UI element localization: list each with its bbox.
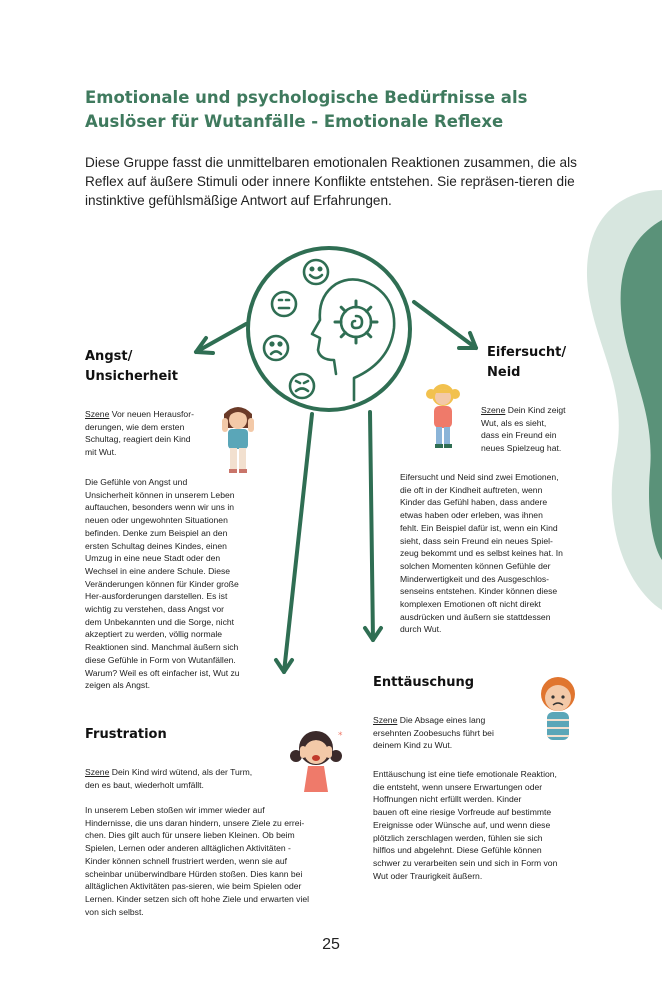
neutral-face-icon	[272, 292, 296, 316]
body-eifersucht: Eifersucht und Neid sind zwei Emotionen, die oft in der Kindheit auftreten, wenn Kinder das Gefühl haben, dass andere etwas haben oder erleben, was ihnen fehlt. Ein Beispiel dafür ist, wenn ein Kind sieht, dass sein Freund ein neues Spiel- zeug bekommt und es selbst keines hat. In solchen Momenten können Gefühle der Minderwertigkeit und des Ausgeschlos- senseins entstehen. Kinder können diese komplexen Emotionen oft nicht direkt ausdrücken und äußern sie stattdessen durch Wut.	[400, 472, 563, 635]
section-title-angst: Angst/ Unsicherheit	[85, 349, 178, 384]
sad-face-icon	[264, 336, 288, 360]
scene-label: Szene	[373, 715, 398, 725]
section-title-frustration: Frustration	[85, 727, 167, 742]
svg-text:*: *	[338, 731, 343, 741]
scene-angst: Szene Vor neuen Herausfor- derungen, wie dem ersten Schultag, reagiert dein Kind mit Wut.	[85, 409, 194, 458]
body-angst: Die Gefühle von Angst und Unsicherheit können in unserem Leben auftauchen, besonders wenn wir uns in neuen oder ungewohnten Situationen befinden. Denke zum Beispiel an den ersten Schultag deines Kindes, einen Umzug in eine neue Stadt oder den Wechsel in eine andere Schule. Diese Veränderungen können für Kinder große Her-ausforderungen darstellen. Es ist wichtig zu verstehen, dass Angst vor dem Unbekannten und die Sorge, nicht akzeptiert zu werden, völlig normale Reaktionen sind. Manchmal äußern sich diese Gefühle in Form von Wutanfällen. Warum? Weil es oft einfacher ist, Wut zu zeigen als Angst.	[85, 477, 240, 691]
section-title-eifersucht: Eifersucht/ Neid	[487, 345, 567, 380]
body-enttaeuschung: Enttäuschung ist eine tiefe emotionale Reaktion, die entsteht, wenn unsere Erwartungen oder Hoffnungen nicht erfüllt werden. Kinder bauen oft eine riesige Vorfreude auf bestimmte Ereignisse oder Wünsche auf, und wenn diese plötzlich zerschlagen werden, fühlen sie sich hilflos und abgelehnt. Diese Gefühle können schwer zu verarbeiten sein und sich in Form von Wut oder Traurigkeit äußern.	[373, 769, 558, 881]
scene-eifersucht: Szene Dein Kind zeigt Wut, als es sieht, dass ein Freund ein neues Spielzeug hat.	[481, 405, 566, 454]
happy-face-icon	[304, 260, 328, 284]
intro-paragraph: Diese Gruppe fasst die unmittelbaren emotionalen Reaktionen zusammen, die als Reflex auf äußere Stimuli oder innere Konflikte entstehen. Sie repräsen-tieren die instinktive gefühlsmäßige Antwort auf Erfahrungen.	[85, 155, 577, 208]
section-title-enttaeuschung: Enttäuschung	[373, 675, 475, 690]
scene-label: Szene	[85, 767, 110, 777]
scene-enttaeuschung: Szene Die Absage eines lang ersehnten Zoobesuchs führt bei deinem Kind zu Wut.	[373, 715, 494, 751]
angry-face-icon	[290, 374, 314, 398]
body-frustration: In unserem Leben stoßen wir immer wieder auf Hindernisse, die uns daran hindern, unsere Ziele zu errei- chen. Dies gilt auch für unsere lieben Kleinen. Ob beim Spielen, Lernen oder anderen alltäglichen Aktivitäten - Kinder können schnell frustriert werden, wenn sie auf scheinbar unüberwindbare Hürden stoßen. Dies kann bei alltäglichen Aktivitäten pas-sieren, wie beim Spielen oder Lernen. Kinder setzen sich oft hohe Ziele und erwarten viel von sich selbst.	[85, 805, 310, 917]
head-with-gear-and-emotion-faces-icon	[244, 244, 414, 414]
page-title: Emotionale und psychologische Bedürfnisse als Auslöser für Wutanfälle - Emotionale Reflexe	[85, 88, 528, 131]
jealous-child-illustration	[426, 382, 460, 452]
disappointed-child-illustration	[535, 674, 581, 744]
scene-label: Szene	[481, 405, 506, 415]
scared-child-illustration	[218, 402, 258, 474]
frustrated-child-illustration	[286, 726, 346, 794]
scene-frustration: Szene Dein Kind wird wütend, als der Turm, den es baut, wiederholt umfällt.	[85, 767, 253, 790]
scene-label: Szene	[85, 409, 110, 419]
page-number: 25	[322, 936, 340, 953]
